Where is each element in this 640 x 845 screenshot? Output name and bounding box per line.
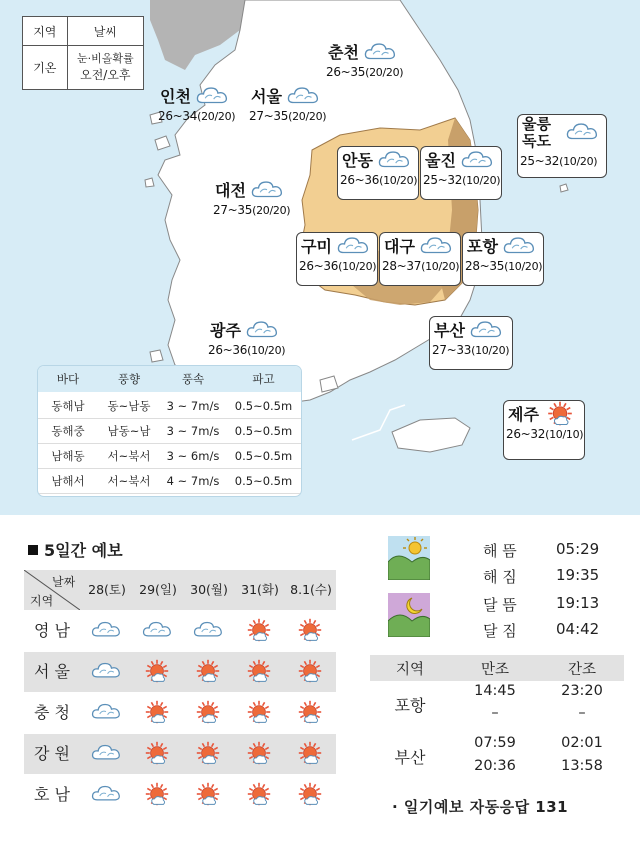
sea-cell: 3 ~ 6m/s [166, 449, 220, 463]
day-header: 31(화) [241, 582, 279, 597]
cloud-icon [502, 232, 536, 260]
city-precip-prob: (10/20) [379, 174, 418, 187]
sunrise-label: 해 뜸 [483, 542, 517, 560]
sun-icon [243, 617, 275, 647]
moonset-time: 04:42 [556, 620, 600, 638]
city-temp-range: 26~36 [208, 343, 248, 357]
cloud-icon [363, 38, 397, 66]
city-precip-prob: (10/20) [471, 344, 510, 357]
tide-header-high: 만조 [480, 662, 509, 678]
city-precip-prob: (10/10) [545, 428, 584, 441]
city-name: 울진 [425, 151, 456, 170]
city-temp [465, 259, 542, 273]
legend-ampm: 오전/오후 [80, 68, 131, 82]
sea-cell: 0.5~0.5m [234, 399, 293, 413]
city-name: 부산 [434, 321, 465, 340]
tide-busan-high-1: 07:59 [474, 735, 516, 751]
tide-busan-high-2: 20:36 [474, 758, 516, 774]
city-name: 대구 [384, 237, 415, 256]
sea-header-wind-speed: 풍속 [181, 372, 205, 386]
corner-date: 날짜 [52, 575, 76, 589]
city-precip-prob: (20/20) [197, 110, 236, 123]
city-name: 서울 [251, 87, 282, 106]
moonrise-time: 19:13 [556, 594, 600, 612]
ulleung-island [560, 184, 568, 192]
city-temp [299, 259, 376, 273]
sea-cell: 서~북서 [107, 474, 151, 488]
island-sw-1 [150, 350, 163, 362]
auto-response-note: · 일기예보 자동응답 131 [392, 798, 569, 816]
sunset-label: 해 짐 [483, 568, 517, 586]
day-header: 30(월) [190, 582, 228, 597]
city-precip-prob: (20/20) [252, 204, 291, 217]
day-header: 28(토) [88, 582, 126, 597]
day-header: 8.1(수) [290, 582, 332, 597]
city-name: 안동 [342, 151, 373, 170]
cloud-icon [90, 617, 122, 643]
tide-busan-low-2: 13:58 [561, 758, 603, 774]
forecast-row [24, 775, 336, 815]
sea-row [38, 444, 301, 469]
city-name: 포항 [467, 237, 498, 256]
sea-table [38, 366, 301, 496]
legend-weather: 날씨 [93, 24, 117, 39]
tide-region-pohang: 포항 [394, 696, 426, 715]
city-temp [326, 65, 403, 79]
moonset-label: 달 짐 [483, 622, 517, 640]
cloud-icon [565, 118, 599, 146]
sea-cell: 0.5~0.5m [234, 474, 293, 488]
island-west-2 [155, 136, 170, 150]
cloud-icon [469, 316, 503, 344]
forecast-header [24, 570, 336, 610]
tide-pohang-high-1: 14:45 [474, 683, 516, 699]
sea-cell: 동~남동 [107, 399, 151, 413]
sea-cell: 남해동 [51, 449, 85, 463]
city-temp [506, 427, 583, 441]
cloud-icon [141, 617, 173, 643]
legend-region: 지역 [23, 17, 68, 45]
sun-icon [141, 740, 173, 770]
sun-icon [192, 740, 224, 770]
city-precip-prob: (10/20) [247, 344, 286, 357]
sun-icon [243, 740, 275, 770]
city-temp-range: 26~34 [158, 109, 198, 123]
forecast-table [24, 570, 336, 816]
forecast-region: 충 청 [34, 703, 70, 722]
sunrise-time: 05:29 [556, 540, 600, 558]
city-name: 울릉 독도 [522, 115, 551, 150]
cloud-icon [250, 176, 284, 204]
sea-cell: 남해서 [51, 474, 85, 488]
city-temp-range: 27~35 [249, 109, 289, 123]
sea-cell: 0.5~0.5m [234, 424, 293, 438]
city-temp [432, 343, 509, 357]
city-temp-range: 28~35 [465, 259, 505, 273]
forecast-region: 영 남 [34, 621, 70, 640]
city-temp [423, 173, 500, 187]
sea-cell: 동해남 [51, 399, 85, 413]
sunset-time: 19:35 [556, 566, 600, 584]
forecast-region: 호 남 [34, 785, 70, 804]
forecast-region: 서 울 [34, 662, 70, 681]
island-west-3 [145, 178, 154, 187]
sea-cell: 0.5~0.5m [234, 449, 293, 463]
forecast-row [24, 693, 336, 733]
sun-icon [294, 617, 326, 647]
city-name: 구미 [301, 237, 332, 256]
tide-busan-low-1: 02:01 [561, 735, 603, 751]
tide-header-region: 지역 [395, 662, 424, 678]
city-temp-range: 28~37 [382, 259, 422, 273]
cloud-icon [90, 699, 122, 725]
cloud-icon [195, 82, 229, 110]
cloud-icon [336, 232, 370, 260]
sun-icon [141, 658, 173, 688]
city-temp [213, 203, 290, 217]
city-temp [340, 173, 417, 187]
city-temp-range: 26~32 [506, 427, 546, 441]
tide-header [370, 655, 624, 681]
sea-table-header [38, 366, 301, 392]
city-temp-range: 25~32 [423, 173, 463, 187]
sea-cell: 남동~남 [107, 424, 151, 438]
city-name: 제주 [508, 405, 539, 424]
city-temp-range: 26~35 [326, 65, 366, 79]
forecast-row [24, 611, 336, 651]
city-temp [208, 343, 285, 357]
sun-icon [243, 658, 275, 688]
moonrise-label: 달 뜸 [483, 596, 517, 614]
city-temp [249, 109, 326, 123]
city-precip-prob: (10/20) [421, 260, 460, 273]
forecast-row [24, 652, 336, 692]
sea-header-wave: 파고 [252, 372, 275, 386]
sunrise-icon [388, 536, 430, 580]
cloud-icon [460, 146, 494, 174]
moonrise-icon [388, 593, 430, 637]
cloud-icon [419, 232, 453, 260]
city-temp [158, 109, 235, 123]
sun-icon [141, 699, 173, 729]
legend-temp: 기온 [23, 45, 68, 89]
sea-row [38, 419, 301, 444]
sun-icon [294, 658, 326, 688]
forecast-title-text: 5일간 예보 [44, 541, 123, 560]
jeju-island [392, 418, 470, 452]
sun-icon [192, 699, 224, 729]
sea-row [38, 394, 301, 419]
city-name: 춘천 [328, 43, 359, 62]
sun-cloud-icon [294, 781, 326, 811]
tide-pohang-low-2: – [578, 705, 586, 721]
sea-cell: 동해중 [51, 424, 85, 438]
city-precip-prob: (10/20) [462, 174, 501, 187]
forecast-region: 강 원 [34, 744, 70, 763]
sun-icon [243, 699, 275, 729]
sea-cell: 3 ~ 7m/s [166, 424, 220, 438]
city-temp [382, 259, 459, 273]
cloud-icon [90, 658, 122, 684]
cloud-icon [377, 146, 411, 174]
sun-icon [192, 658, 224, 688]
city-name: 인천 [160, 87, 191, 106]
city-temp-range: 27~35 [213, 203, 253, 217]
tide-pohang-high-2: – [491, 705, 499, 721]
city-name: 대전 [215, 181, 246, 200]
sun-cloud-icon [243, 781, 275, 811]
city-temp-range: 27~33 [432, 343, 472, 357]
day-header: 29(일) [139, 582, 177, 597]
sea-cell: 서~북서 [107, 449, 151, 463]
tide-region-busan: 부산 [394, 748, 426, 767]
title-bullet [28, 545, 38, 555]
forecast-title [28, 538, 123, 561]
corner-region: 지역 [30, 594, 54, 608]
sun-icon [294, 699, 326, 729]
city-temp [520, 154, 597, 168]
legend-precip: 눈·비올확률 [77, 52, 134, 65]
city-precip-prob: (20/20) [288, 110, 327, 123]
sun-icon [294, 740, 326, 770]
cloud-icon [245, 316, 279, 344]
city-precip-prob: (10/20) [559, 155, 598, 168]
tide-header-low: 간조 [567, 662, 596, 678]
sun-cloud-icon [192, 781, 224, 811]
city-precip-prob: (10/20) [338, 260, 377, 273]
sea-header-area: 바다 [56, 372, 80, 386]
cloud-icon [192, 617, 224, 643]
tide-pohang-low-1: 23:20 [561, 683, 603, 699]
sea-cell: 4 ~ 7m/s [166, 474, 220, 488]
cloud-icon [286, 82, 320, 110]
city-precip-prob: (10/20) [504, 260, 543, 273]
forecast-row [24, 734, 336, 774]
sea-cell: 3 ~ 7m/s [166, 399, 220, 413]
city-temp-range: 25~32 [520, 154, 560, 168]
city-temp-range: 26~36 [299, 259, 339, 273]
sea-header-wind-dir: 풍향 [117, 372, 141, 386]
cloud-icon [90, 781, 122, 807]
city-name: 광주 [210, 321, 241, 340]
city-precip-prob: (20/20) [365, 66, 404, 79]
sun-cloud-icon [141, 781, 173, 811]
cloud-icon [90, 740, 122, 766]
sea-row [38, 469, 301, 494]
city-temp-range: 26~36 [340, 173, 380, 187]
map-legend [22, 16, 144, 90]
